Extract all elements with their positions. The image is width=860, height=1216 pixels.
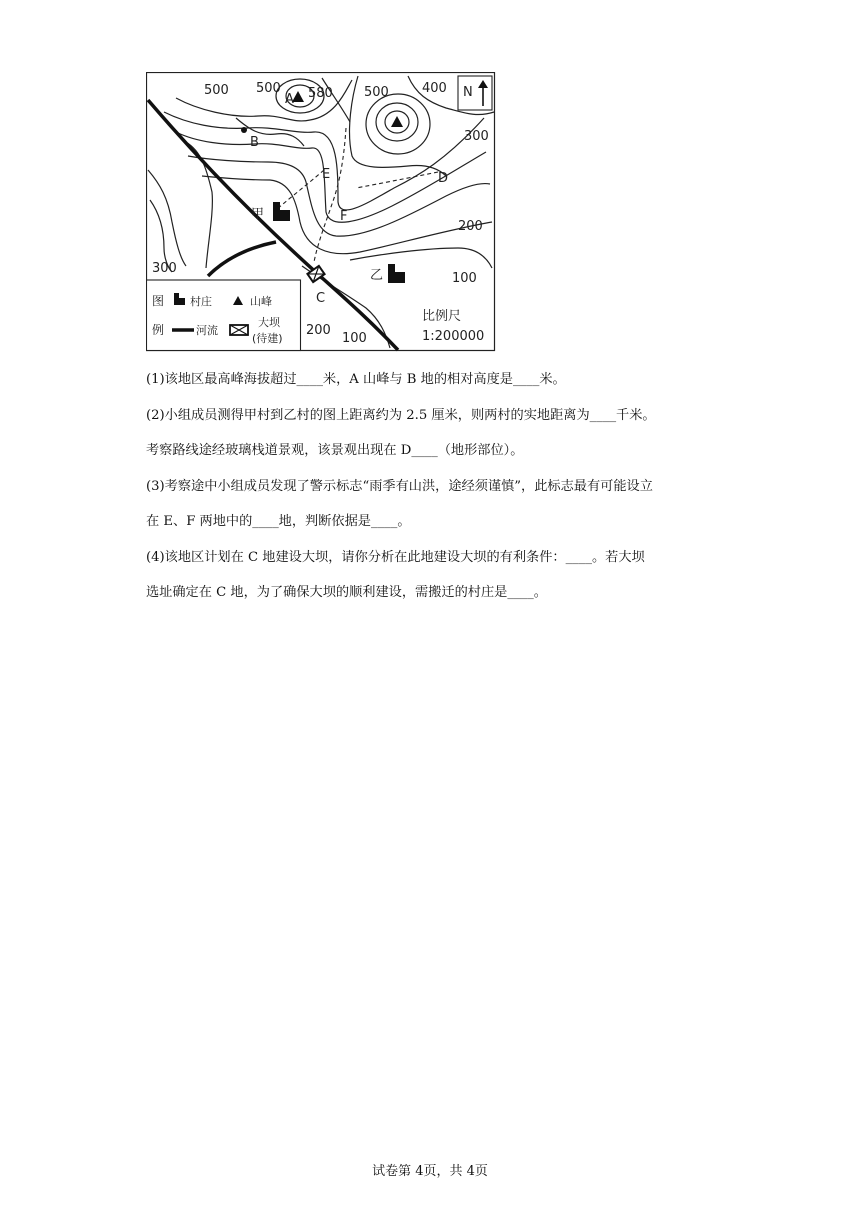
question-4: (4)该地区计划在 C 地建设大坝，请你分析在此地建设大坝的有利条件：____。若大坝 — [146, 549, 645, 565]
point-d-label: D — [438, 171, 449, 186]
legend-dam-label: 大坝 — [258, 316, 280, 329]
question-2: (2)小组成员测得甲村到乙村的图上距离约为 2.5 厘米，则两村的实地距离为____千米。 — [146, 407, 656, 423]
contour-label: 200 — [458, 219, 483, 234]
question-block — [146, 362, 726, 611]
village-yi-label: 乙 — [370, 268, 384, 283]
contour-label: 200 — [306, 323, 331, 338]
contour-label: 100 — [452, 271, 477, 286]
legend-dam-note: (待建) — [252, 332, 283, 345]
village-jia-label: 甲 — [251, 207, 265, 222]
contour-label: 400 — [422, 81, 447, 96]
legend-title-1: 图 — [152, 294, 165, 308]
legend-peak-label: 山峰 — [250, 295, 272, 308]
contour-label: 300 — [464, 129, 489, 144]
peak-a-label: A — [285, 92, 294, 107]
point-b-label: B — [250, 135, 259, 150]
contour-label: 100 — [342, 331, 367, 346]
topographic-map — [146, 72, 496, 352]
contour-map-svg — [146, 72, 496, 352]
legend-river-label: 河流 — [196, 324, 218, 337]
point-b-marker — [241, 127, 247, 133]
question-3-continued: 在 E、F 两地中的____地，判断依据是____。 — [146, 514, 411, 529]
point-c-label: C — [316, 291, 326, 306]
north-label: N — [463, 85, 473, 100]
contour-label: 500 — [364, 85, 389, 100]
question-3: (3)考察途中小组成员发现了警示标志“雨季有山洪，途经须谨慎”，此标志最有可能设立 — [146, 478, 653, 494]
point-e-label: E — [322, 167, 331, 182]
question-2-continued: 考察路线途经玻璃栈道景观，该景观出现在 D____（地形部位）。 — [146, 443, 524, 458]
contour-label: 500 — [256, 81, 281, 96]
contour-label: 300 — [152, 261, 177, 276]
question-4-continued: 选址确定在 C 地，为了确保大坝的顺利建设，需搬迁的村庄是____。 — [146, 585, 547, 600]
point-f-label: F — [340, 209, 348, 224]
scale-title: 比例尺 — [422, 309, 462, 324]
peak-a-elevation: 580 — [308, 86, 333, 101]
question-1: (1)该地区最高峰海拔超过____米，A 山峰与 B 地的相对高度是____米。 — [146, 372, 566, 387]
page-footer: 试卷第 4页，共 4页 — [372, 1164, 488, 1179]
contour-label: 500 — [204, 83, 229, 98]
legend-village-label: 村庄 — [190, 295, 212, 308]
scale-value: 1:200000 — [422, 329, 485, 344]
legend-title-2: 例 — [152, 323, 165, 337]
